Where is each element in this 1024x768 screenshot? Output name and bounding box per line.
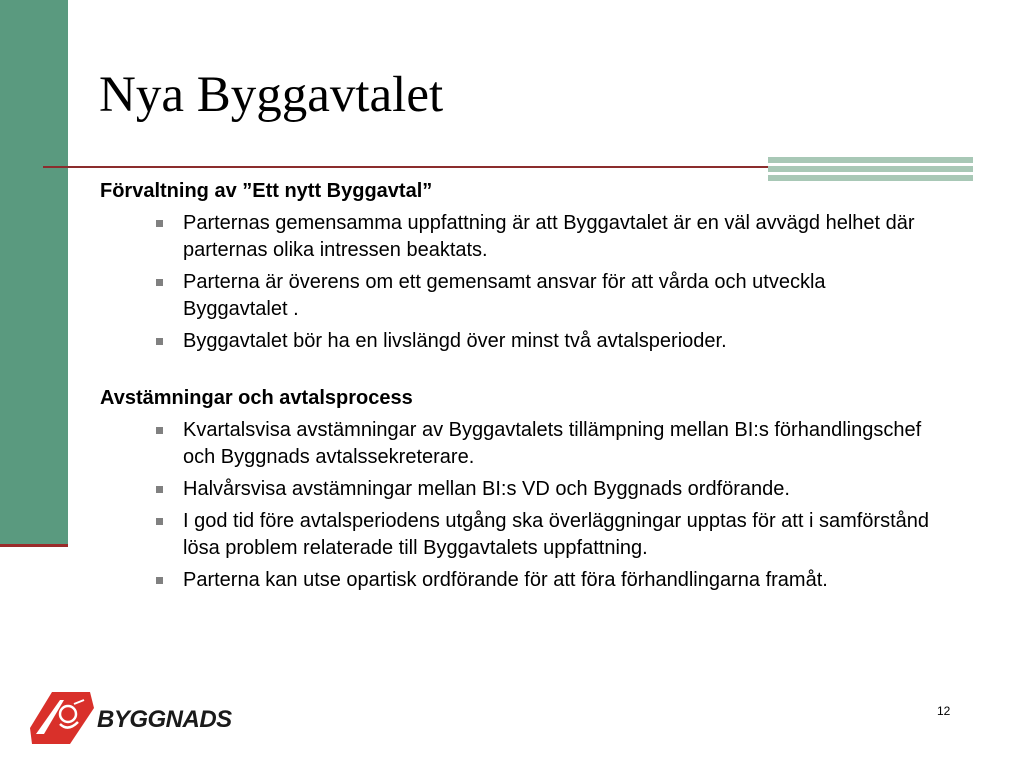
bullet-text: Parternas gemensamma uppfattning är att Byggavtalet är en väl avvägd helhet där parternas olika intressen beaktats. xyxy=(183,212,915,261)
bullet-text: Parterna är överens om ett gemensamt ansvar för att vårda och utveckla Byggavtalet . xyxy=(183,271,826,320)
square-bullet-icon xyxy=(156,427,163,434)
bullet-item xyxy=(183,476,930,503)
bullet-text: I god tid före avtalsperiodens utgång ska överläggningar upptas för att i samförstånd lösa problem relaterade till Byggavtalets uppfattning. xyxy=(183,510,930,559)
byggnads-logo xyxy=(30,690,232,746)
square-bullet-icon xyxy=(156,486,163,493)
bullet-list xyxy=(100,417,930,594)
side-bar-rule xyxy=(0,544,68,547)
stripe xyxy=(768,166,973,172)
bullet-item xyxy=(183,210,930,264)
slide-body xyxy=(100,178,930,599)
bullet-item xyxy=(183,417,930,471)
square-bullet-icon xyxy=(156,518,163,525)
page-number: 12 xyxy=(937,704,951,718)
logo-wordmark: BYGGNADS xyxy=(97,706,232,733)
byggnads-emblem-icon xyxy=(30,690,94,746)
square-bullet-icon xyxy=(156,220,163,227)
square-bullet-icon xyxy=(156,577,163,584)
bullet-item xyxy=(183,508,930,562)
bullet-text: Parterna kan utse opartisk ordförande för att föra förhandlingarna framåt. xyxy=(183,569,828,591)
stripe xyxy=(768,157,973,163)
bullet-text: Halvårsvisa avstämningar mellan BI:s VD och Byggnads ordförande. xyxy=(183,478,790,500)
bullet-text: Kvartalsvisa avstämningar av Byggavtalets tillämpning mellan BI:s förhandlingschef och Byggnads avtalssekreterare. xyxy=(183,419,922,468)
section-heading: Förvaltning av ”Ett nytt Byggavtal” xyxy=(100,180,433,202)
bullet-text: Byggavtalet bör ha en livslängd över minst två avtalsperioder. xyxy=(183,330,727,352)
square-bullet-icon xyxy=(156,338,163,345)
slide-title: Nya Byggavtalet xyxy=(99,67,444,123)
bullet-list xyxy=(100,210,930,355)
section-heading: Avstämningar och avtalsprocess xyxy=(100,387,413,409)
bullet-item xyxy=(183,269,930,323)
bullet-item xyxy=(183,328,930,355)
square-bullet-icon xyxy=(156,279,163,286)
decorative-side-bar xyxy=(0,0,68,545)
bullet-item xyxy=(183,567,930,594)
